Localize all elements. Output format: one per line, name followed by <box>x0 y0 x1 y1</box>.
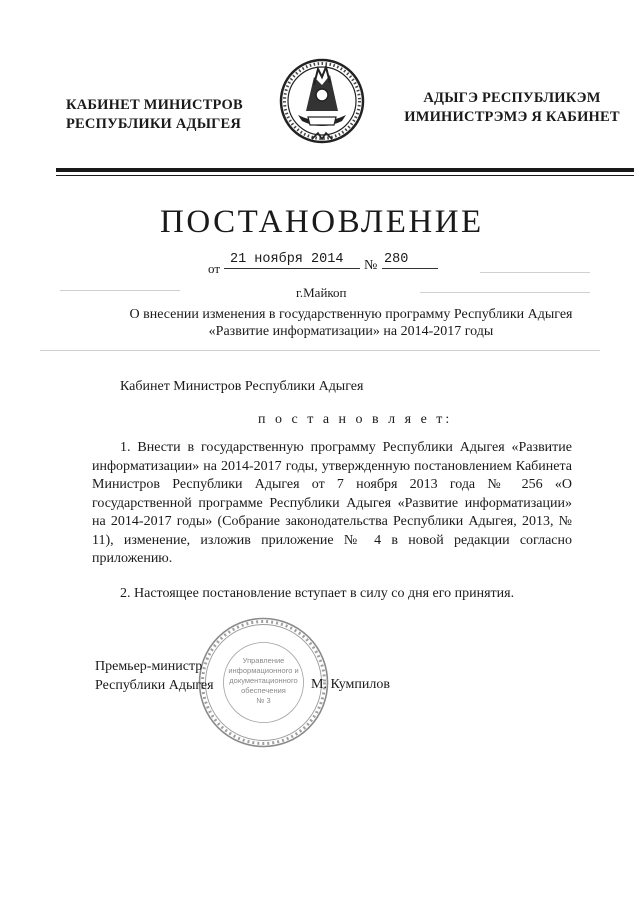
header-right-line1: АДЫГЭ РЕСПУБЛИКЭМ <box>423 90 601 106</box>
number-underline <box>382 268 438 269</box>
scan-noise <box>480 272 590 273</box>
header-divider-thick <box>56 168 634 172</box>
stamp-line-3: документационного <box>229 676 298 685</box>
number-value: 280 <box>384 252 409 267</box>
header-divider-thin <box>56 175 634 176</box>
resolution-item-2: 2. Настоящее постановление вступает в силу со дня его принятия. <box>120 586 515 601</box>
resolution-item-1: 1. Внести в государственную программу Республики Адыгея «Развитие информатизации» на 2014-2017 годы, утвержденную постановлением Кабинета Министров Республики Адыгея от 7 ноября 2013 года № 256 «О государственной программе Республики Адыгея «Развитие информатизации» на 2014-2017 годы» (Собрание законодательства Республики Адыгея, 2013, № 11), изменение, изложив приложение № 4 в новой редакции согласно приложению. <box>92 440 572 566</box>
header-right-block <box>392 89 632 127</box>
coat-of-arms-emblem <box>278 55 366 151</box>
signer-title-line2: Республики Адыгея <box>95 677 214 693</box>
scan-noise <box>60 290 180 291</box>
document-title: ПОСТАНОВЛЕНИЕ <box>160 204 484 240</box>
issuer-text: Кабинет Министров Республики Адыгея <box>120 379 364 394</box>
signer-title-line1: Премьер-министр <box>95 659 203 674</box>
date-underline <box>224 268 360 269</box>
header-right-line2: ИМИНИСТРЭМЭ Я КАБИНЕТ <box>404 109 620 125</box>
stamp-line-1: Управление <box>242 656 285 665</box>
header-left-line2: РЕСПУБЛИКИ АДЫГЕЯ <box>66 116 242 132</box>
header-left-block <box>66 96 266 134</box>
header-left-line1: КАБИНЕТ МИНИСТРОВ <box>66 97 243 113</box>
signer-title <box>95 658 315 695</box>
stamp-line-4: обеспечения <box>241 686 286 695</box>
date-prefix: от <box>208 261 221 276</box>
scan-noise <box>40 350 600 351</box>
resolves-text: п о с т а н о в л я е т: <box>258 412 453 427</box>
city-label: г.Майкоп <box>296 285 347 300</box>
document-subject: О внесении изменения в государственную программу Республики Адыгея «Развитие информатизации» на 2014-2017 годы <box>129 307 573 339</box>
stamp-line-5: № 3 <box>256 696 271 705</box>
date-value: 21 ноября 2014 <box>230 252 344 267</box>
stamp-line-2: информационного и <box>228 666 299 675</box>
signer-name: М. Кумпилов <box>311 677 390 692</box>
number-prefix: № <box>364 258 378 273</box>
scan-noise <box>420 292 590 293</box>
